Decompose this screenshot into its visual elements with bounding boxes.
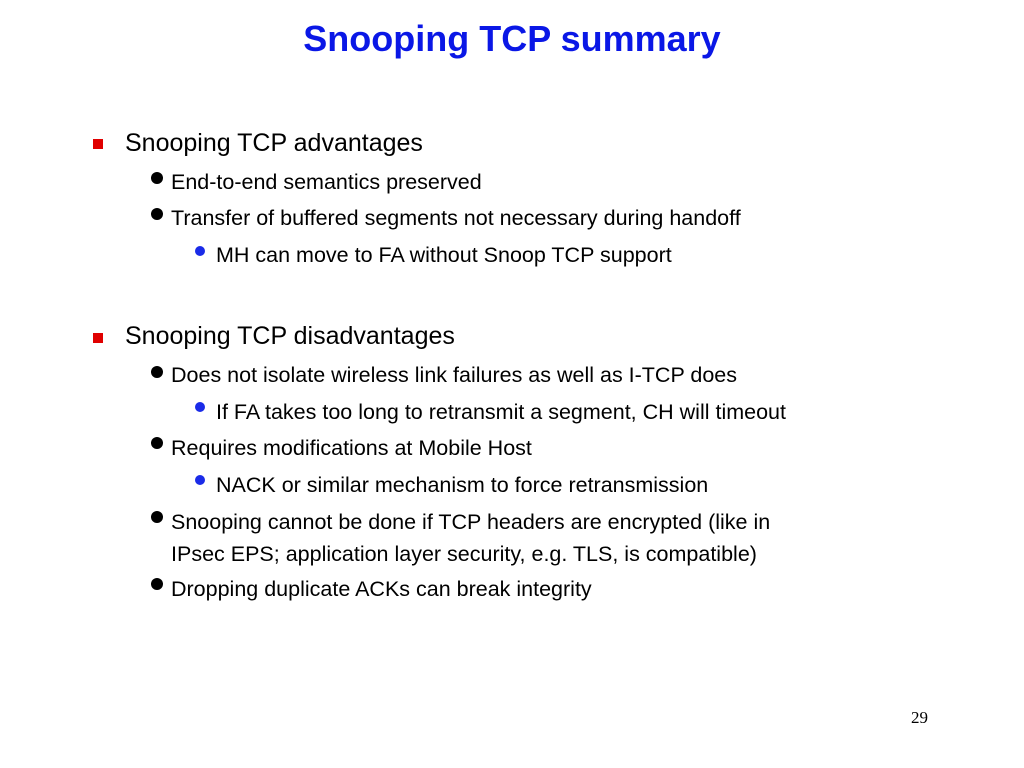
- round-bullet-icon: [195, 475, 205, 485]
- slide-title: Snooping TCP summary: [303, 18, 721, 59]
- bullet-item: Dropping duplicate ACKs can break integrity: [171, 577, 592, 601]
- sub-bullet-item: NACK or similar mechanism to force retransmission: [216, 473, 709, 497]
- round-bullet-icon: [151, 366, 163, 378]
- square-bullet-icon: [93, 139, 103, 149]
- bullet-item: Transfer of buffered segments not necessary during handoff: [171, 206, 741, 230]
- round-bullet-icon: [195, 402, 205, 412]
- square-bullet-icon: [93, 333, 103, 343]
- round-bullet-icon: [195, 246, 205, 256]
- section-heading: Snooping TCP advantages: [125, 129, 423, 157]
- bullet-item: Requires modifications at Mobile Host: [171, 436, 532, 460]
- round-bullet-icon: [151, 172, 163, 184]
- section-heading: Snooping TCP disadvantages: [125, 322, 455, 350]
- page-number: 29: [911, 708, 928, 727]
- bullet-item: Does not isolate wireless link failures as well as I-TCP does: [171, 363, 738, 387]
- bullet-item: Snooping cannot be done if TCP headers are encrypted (like in: [171, 510, 771, 534]
- bullet-item-continuation: IPsec EPS; application layer security, e.g. TLS, is compatible): [171, 542, 757, 566]
- round-bullet-icon: [151, 511, 163, 523]
- round-bullet-icon: [151, 208, 163, 220]
- round-bullet-icon: [151, 578, 163, 590]
- sub-bullet-item: MH can move to FA without Snoop TCP support: [216, 243, 672, 267]
- bullet-item: End-to-end semantics preserved: [171, 170, 482, 194]
- sub-bullet-item: If FA takes too long to retransmit a segment, CH will timeout: [216, 400, 786, 424]
- round-bullet-icon: [151, 437, 163, 449]
